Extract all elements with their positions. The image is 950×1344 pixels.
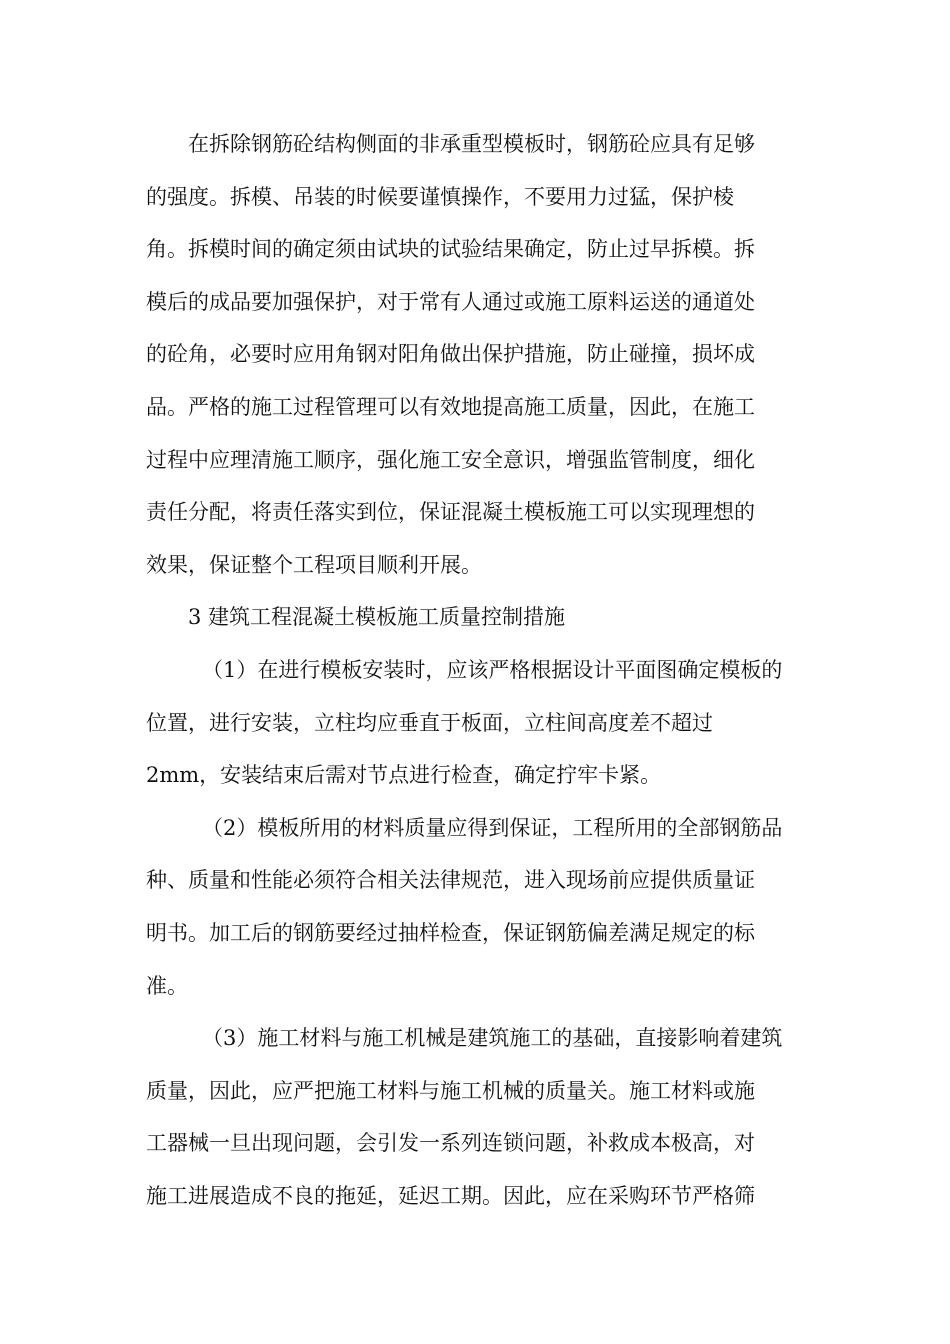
item-2-line-4: 准。 (146, 973, 188, 998)
section-heading: 3 建筑工程混凝土模板施工质量控制措施 (188, 605, 566, 630)
paragraph-1-line-1: 在拆除钢筋砼结构侧面的非承重型模板时，钢筋砼应具有足够 (188, 132, 755, 156)
item-2-line-1: （2）模板所用的材料质量应得到保证，工程所用的全部钢筋品 (202, 815, 783, 840)
paragraph-1-line-4: 模后的成品要加强保护，对于常有人通过或施工原料运送的通道处 (146, 289, 755, 314)
item-1-line-3: 2mm，安装结束后需对节点进行检查，确定拧牢卡紧。 (146, 763, 662, 788)
item-3-line-2: 质量，因此，应严把施工材料与施工机械的质量关。施工材料或施 (146, 1078, 755, 1103)
paragraph-1-line-5: 的砼角，必要时应用角钢对阳角做出保护措施，防止碰撞，损坏成 (146, 342, 755, 367)
item-3-line-4: 施工进展造成不良的拖延，延迟工期。因此，应在采购环节严格筛 (146, 1183, 755, 1208)
item-3-line-1: （3）施工材料与施工机械是建筑施工的基础，直接影响着建筑 (202, 1026, 783, 1051)
document-body (146, 118, 806, 1222)
paragraph-1-line-6: 品。严格的施工过程管理可以有效地提高施工质量，因此，在施工 (146, 394, 755, 419)
paragraph-1-line-2: 的强度。拆模、吊装的时候要谨慎操作，不要用力过猛，保护棱 (146, 184, 734, 209)
item-2-line-2: 种、质量和性能必须符合相关法律规范，进入现场前应提供质量证 (146, 868, 755, 893)
paragraph-1-line-9: 效果，保证整个工程项目顺利开展。 (146, 552, 482, 577)
paragraph-1-line-8: 责任分配，将责任落实到位，保证混凝土模板施工可以实现理想的 (146, 500, 755, 525)
item-1-line-1: （1）在进行模板安装时，应该严格根据设计平面图确定模板的 (202, 657, 783, 682)
paragraph-1-line-3: 角。拆模时间的确定须由试块的试验结果确定，防止过早拆模。拆 (146, 237, 755, 262)
item-3-line-3: 工器械一旦出现问题，会引发一系列连锁问题，补救成本极高，对 (146, 1131, 755, 1156)
paragraph-1-line-7: 过程中应理清施工顺序，强化施工安全意识，增强监管制度，细化 (146, 447, 755, 472)
item-1-line-2: 位置，进行安装，立柱均应垂直于板面，立柱间高度差不超过 (146, 710, 713, 735)
item-2-line-3: 明书。加工后的钢筋要经过抽样检查，保证钢筋偏差满足规定的标 (146, 920, 755, 945)
